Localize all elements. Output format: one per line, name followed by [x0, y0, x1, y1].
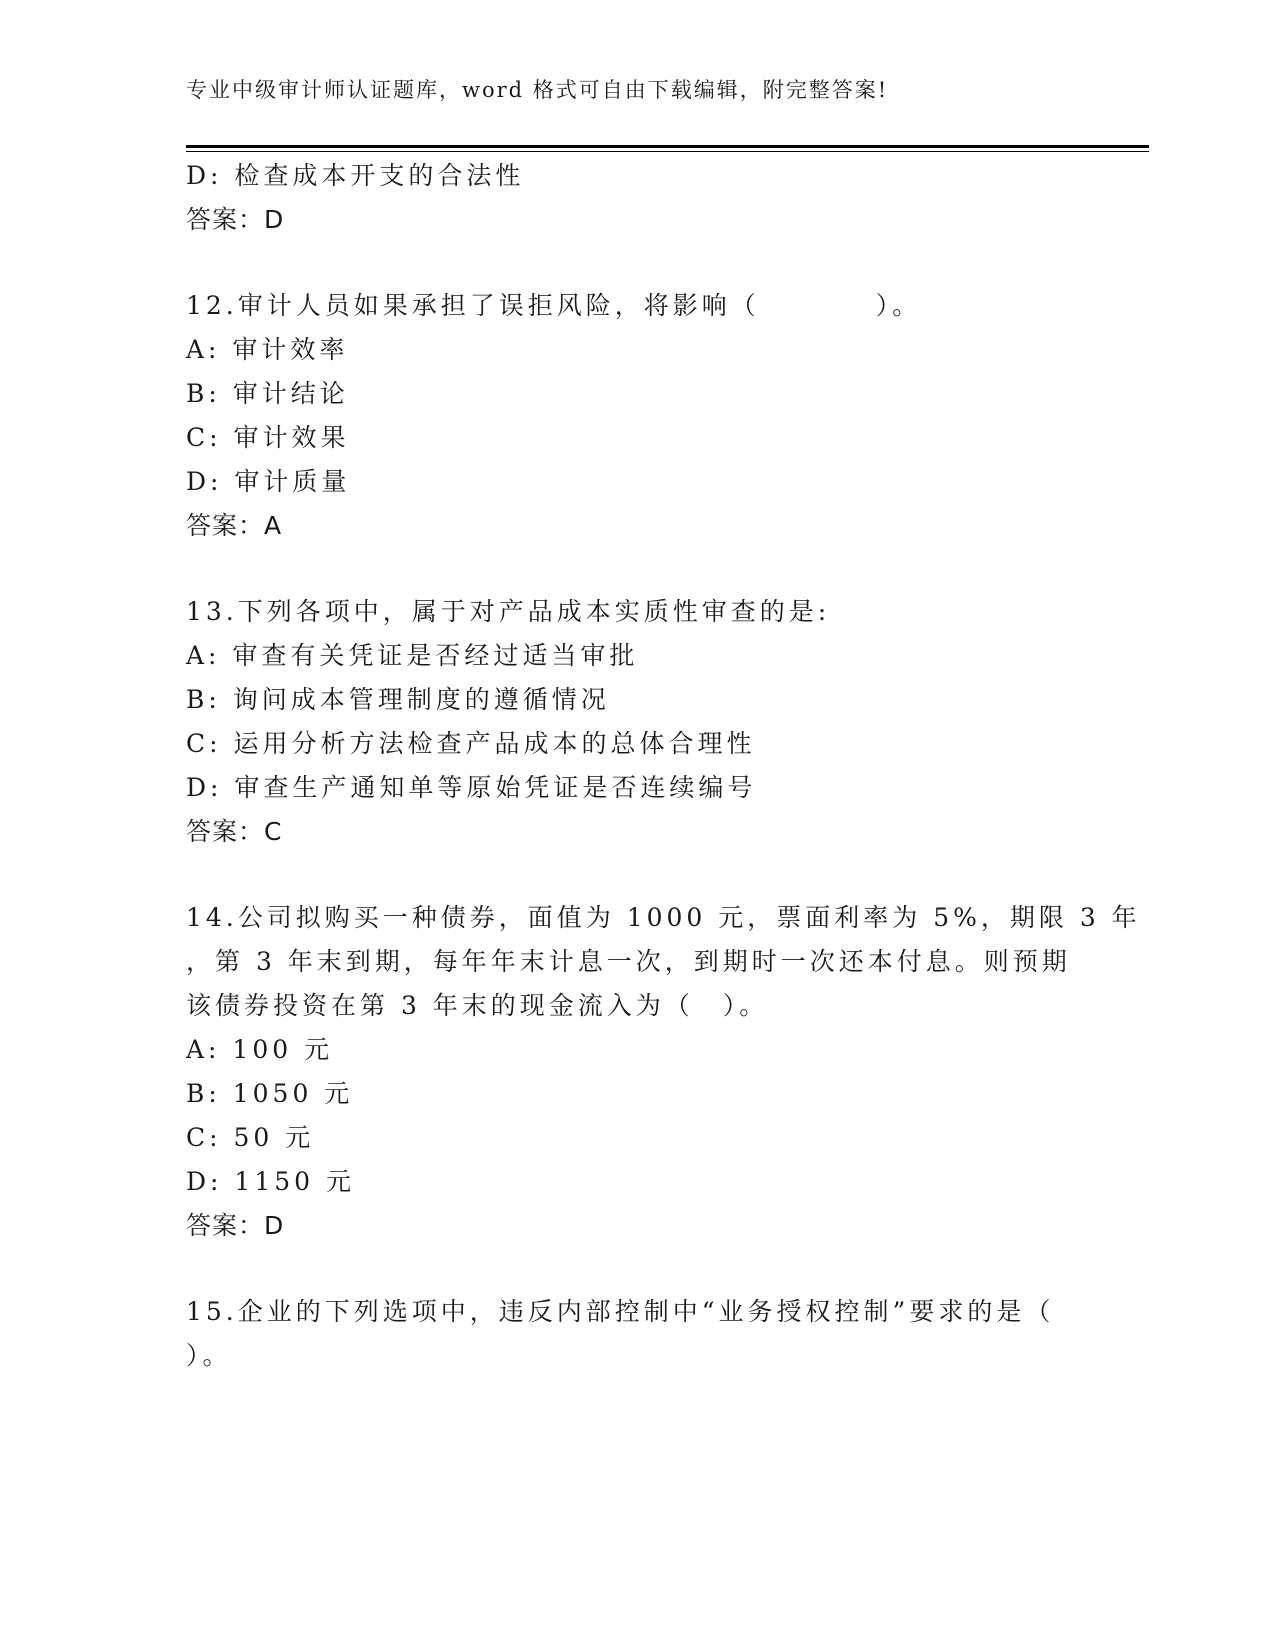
prev-answer: 答案：D [186, 205, 285, 234]
question-14-option-b: B: 1050 元 [186, 1079, 354, 1108]
question-12-option-d: D: 审计质量 [186, 467, 351, 496]
question-15-stem-line-2: ）。 [186, 1341, 232, 1370]
question-14-answer: 答案：D [186, 1211, 285, 1240]
question-13-option-c: C: 运用分析方法检查产品成本的总体合理性 [186, 729, 756, 758]
question-13-option-d: D: 审查生产通知单等原始凭证是否连续编号 [186, 773, 757, 802]
question-14-option-c: C: 50 元 [186, 1123, 315, 1152]
question-14-stem-line-1: 14.公司拟购买一种债券，面值为 1000 元，票面利率为 5%，期限 3 年 [186, 903, 1141, 932]
question-14-stem-line-3: 该债券投资在第 3 年末的现金流入为（ ）。 [186, 991, 769, 1020]
question-13-stem: 13.下列各项中，属于对产品成本实质性审查的是: [186, 597, 831, 626]
question-14-option-d: D: 1150 元 [186, 1167, 355, 1196]
header-divider-thin [186, 151, 1149, 152]
header-divider-thick [186, 145, 1149, 148]
question-12-option-b: B: 审计结论 [186, 379, 349, 408]
question-12-option-c: C: 审计效果 [186, 423, 350, 452]
question-15-stem-line-1: 15.企业的下列选项中，违反内部控制中“业务授权控制”要求的是（ [186, 1297, 1055, 1326]
question-13-option-a: A: 审查有关凭证是否经过适当审批 [186, 641, 639, 670]
question-12-option-a: A: 审计效率 [186, 335, 349, 364]
question-12-stem: 12.审计人员如果承担了误拒风险，将影响（ ）。 [186, 291, 922, 320]
question-14-stem-line-2: ，第 3 年末到期，每年年末计息一次，到期时一次还本付息。则预期 [186, 947, 1071, 976]
question-12-answer: 答案：A [186, 511, 283, 540]
page-header: 专业中级审计师认证题库，word 格式可自由下载编辑，附完整答案! [186, 78, 889, 102]
question-13-option-b: B: 询问成本管理制度的遵循情况 [186, 685, 610, 714]
question-14-option-a: A: 100 元 [186, 1035, 334, 1064]
prev-option-d: D: 检查成本开支的合法性 [186, 161, 525, 190]
question-13-answer: 答案：C [186, 817, 283, 846]
